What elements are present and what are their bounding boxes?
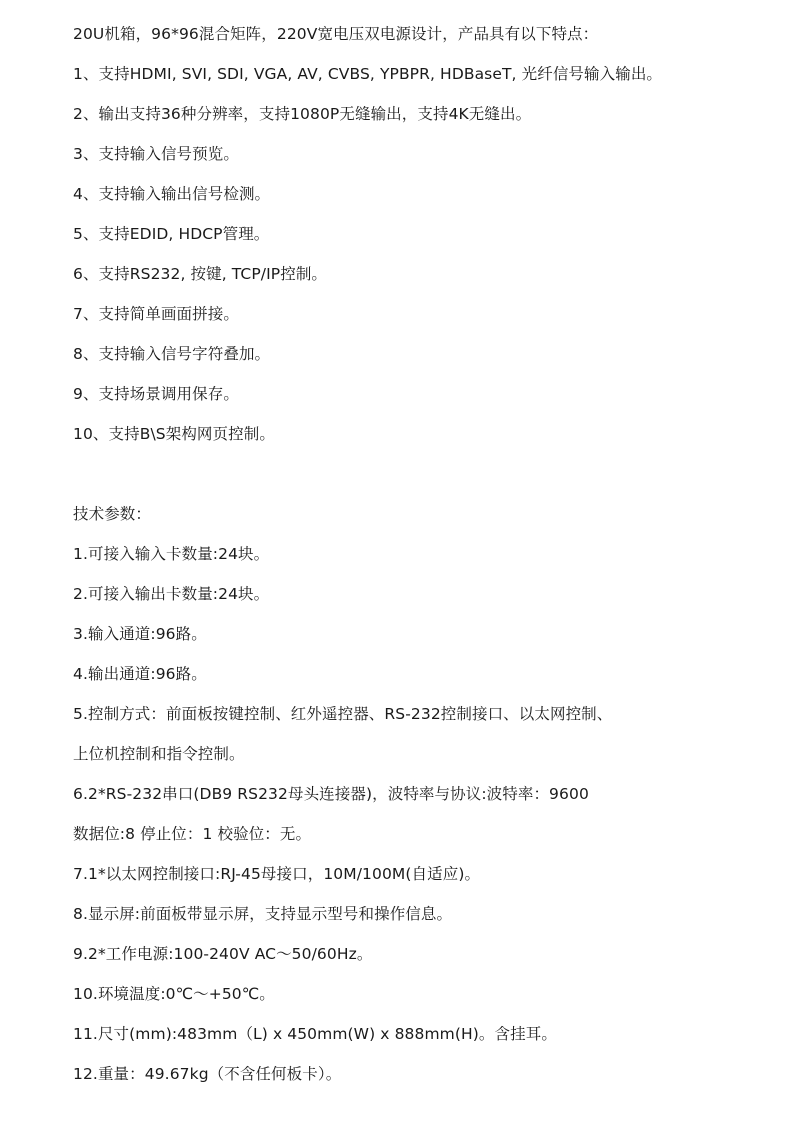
feature-item: 9、支持场景调用保存。 (73, 385, 239, 403)
spec-line: 6.2*RS-232串口(DB9 RS232母头连接器)，波特率与协议:波特率：9600 (73, 785, 589, 803)
spec-line: 数据位:8 停止位：1 校验位：无。 (73, 825, 312, 843)
feature-item: 5、支持EDID, HDCP管理。 (73, 225, 270, 243)
spec-line: 3.输入通道:96路。 (73, 625, 207, 643)
spec-line: 8.显示屏:前面板带显示屏，支持显示型号和操作信息。 (73, 905, 453, 923)
document-body (73, 22, 783, 1102)
feature-item: 3、支持输入信号预览。 (73, 145, 239, 163)
feature-item: 1、支持HDMI, SVI, SDI, VGA, AV, CVBS, YPBPR, HDBaseT, 光纤信号输入输出。 (73, 65, 663, 83)
feature-item: 10、支持B\S架构网页控制。 (73, 425, 275, 443)
spec-line: 10.环境温度:0℃～+50℃。 (73, 985, 275, 1003)
specs-heading: 技术参数： (73, 505, 152, 523)
spec-line: 9.2*工作电源:100-240V AC～50/60Hz。 (73, 945, 373, 963)
feature-item: 7、支持简单画面拼接。 (73, 305, 239, 323)
feature-item: 6、支持RS232, 按键, TCP/IP控制。 (73, 265, 328, 283)
spec-line: 2.可接入输出卡数量:24块。 (73, 585, 270, 603)
spec-line: 上位机控制和指令控制。 (73, 745, 245, 763)
feature-item: 2、输出支持36种分辨率，支持1080P无缝输出，支持4K无缝出。 (73, 105, 532, 123)
spec-line: 12.重量：49.67kg（不含任何板卡）。 (73, 1065, 342, 1083)
spec-line: 4.输出通道:96路。 (73, 665, 207, 683)
spec-line: 1.可接入输入卡数量:24块。 (73, 545, 270, 563)
spec-line: 11.尺寸(mm):483mm（L) x 450mm(W) x 888mm(H)。含挂耳。 (73, 1025, 557, 1043)
feature-item: 8、支持输入信号字符叠加。 (73, 345, 271, 363)
spec-line: 7.1*以太网控制接口:RJ-45母接口，10M/100M(自适应)。 (73, 865, 481, 883)
feature-item: 4、支持输入输出信号检测。 (73, 185, 271, 203)
spec-line: 5.控制方式：前面板按键控制、红外遥控器、RS-232控制接口、以太网控制、 (73, 705, 613, 723)
features-intro: 20U机箱，96*96混合矩阵，220V宽电压双电源设计，产品具有以下特点： (73, 25, 599, 43)
section-spacer (73, 462, 783, 502)
